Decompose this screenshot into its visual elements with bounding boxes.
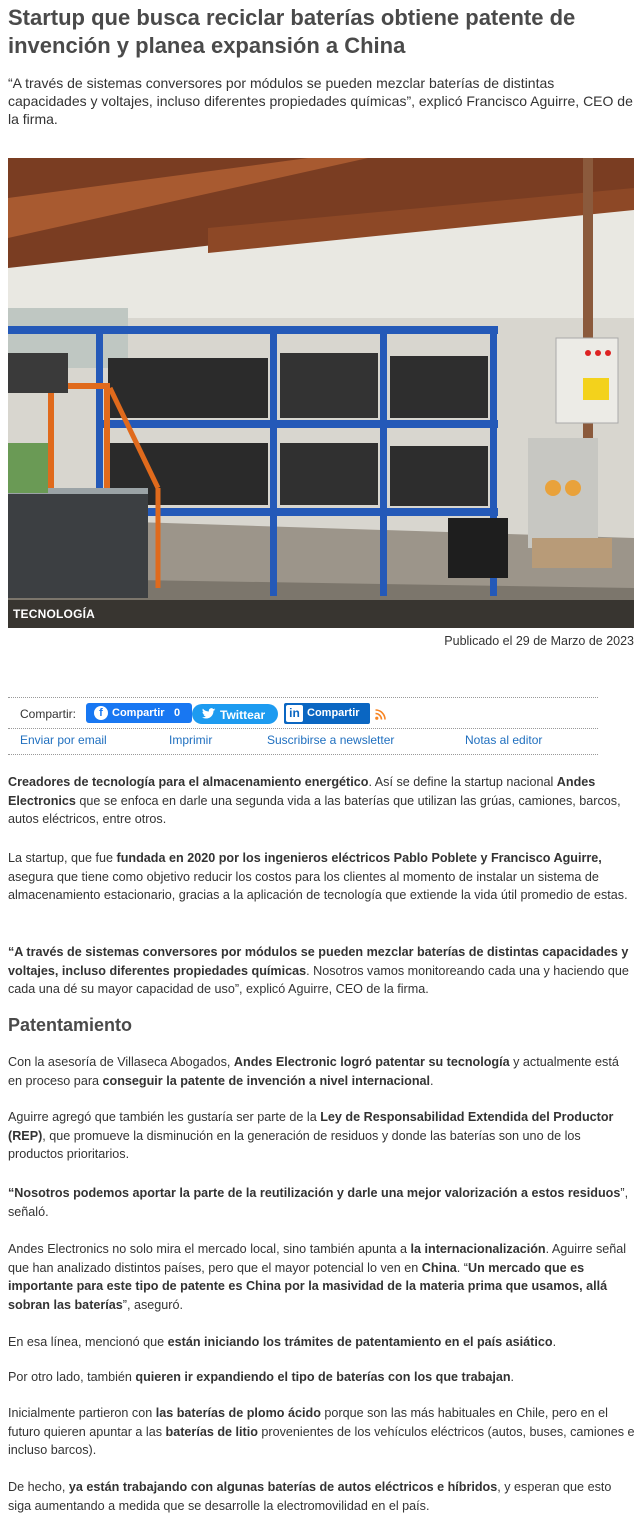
paragraph xyxy=(8,943,636,999)
bold-text: están iniciando los trámites de patentamiento en el país asiático xyxy=(167,1335,553,1349)
text-run: Andes Electronics no solo mira el mercado local, sino también apunta a xyxy=(8,1242,411,1256)
text-run: De hecho, xyxy=(8,1480,69,1494)
text-run: En esa línea, mencionó que xyxy=(8,1335,168,1349)
bold-text: Creadores de tecnología para el almacenamiento energético xyxy=(8,775,369,789)
text-run: Por otro lado, también xyxy=(8,1370,136,1384)
text-run: La startup, que fue xyxy=(8,851,117,865)
editor-notes-link[interactable]: Notas al editor xyxy=(465,733,543,747)
publish-date: Publicado el 29 de Marzo de 2023 xyxy=(444,634,634,648)
bold-text: Ley de Responsabilidad Extendida del Productor (REP) xyxy=(8,1110,614,1143)
text-run: ”, señaló. xyxy=(8,1186,629,1219)
text-run: , que promueve la disminución en la generación de residuos y donde las baterías son uno de los productos prioritarios. xyxy=(8,1128,581,1161)
paragraph xyxy=(8,1053,636,1090)
text-run: . xyxy=(430,1073,434,1088)
section-heading: Patentamiento xyxy=(8,1015,133,1035)
text-run: Aguirre agregó que también les gustaría ser parte de la xyxy=(8,1110,321,1124)
paragraph xyxy=(8,1240,636,1314)
text-run: porque son las más habituales en Chile, pero en el futuro quieren apuntar a las xyxy=(8,1406,608,1439)
bold-text: las baterías de plomo ácido xyxy=(155,1406,321,1420)
bold-text: baterías de litio xyxy=(165,1424,258,1439)
category-bar xyxy=(8,600,634,628)
facebook-share-label: Compartir xyxy=(112,707,165,719)
text-run: Con la asesoría de Villaseca Abogados, xyxy=(8,1055,234,1069)
print-link[interactable]: Imprimir xyxy=(169,733,213,747)
twitter-share-label: Twittear xyxy=(220,708,266,722)
email-link[interactable]: Enviar por email xyxy=(20,733,107,747)
rss-icon[interactable] xyxy=(375,707,386,725)
text-run: asegura que tiene como objetivo reducir los costos para los clientes al momento de instalar un sistema de almacenamiento estacionario, gracias a la aplicación de tecnología que extiende la vida útil promedio de estas. xyxy=(8,869,628,902)
paragraph xyxy=(8,1478,636,1515)
text-run: ”, aseguró. xyxy=(122,1297,183,1312)
bold-text: ya están trabajando con algunas baterías de autos eléctricos e híbridos xyxy=(68,1480,498,1494)
facebook-icon: f xyxy=(94,706,108,720)
linkedin-share-label: Compartir xyxy=(307,707,360,719)
bold-text: fundada en 2020 por los ingenieros eléctricos Pablo Poblete y Francisco Aguirre, xyxy=(116,851,602,865)
linkedin-icon: in xyxy=(286,705,303,722)
bold-text: quieren ir expandiendo el tipo de baterías con los que trabajan xyxy=(135,1370,511,1384)
text-run: que se enfoca en darle una segunda vida a las baterías que utilizan las grúas, camiones, barcos, autos eléctricos, entre otros. xyxy=(8,793,621,826)
bold-text: Andes Electronics xyxy=(8,775,596,808)
bold-text: China xyxy=(421,1260,457,1275)
text-run: Inicialmente partieron con xyxy=(8,1406,156,1420)
paragraph xyxy=(8,849,636,905)
linkedin-share-button[interactable] xyxy=(284,703,370,724)
twitter-share-button[interactable] xyxy=(192,704,278,724)
text-run: . xyxy=(552,1335,557,1349)
article-lead: “A través de sistemas conversores por módulos se pueden mezclar baterías de distintas capacidades y voltajes, incluso diferentes propiedades químicas”, explicó Francisco Aguirre, CEO de la firma. xyxy=(8,75,633,127)
paragraph xyxy=(8,1108,636,1164)
text-run: . xyxy=(510,1370,515,1384)
facebook-share-count: 0 xyxy=(174,707,181,719)
share-buttons-row xyxy=(8,698,598,729)
bold-text: Un mercado que es importante para este tipo de patente es China por la masividad de la materia prima que usamos, allá sobran las baterías xyxy=(8,1260,608,1312)
bold-text: la internacionalización xyxy=(410,1242,546,1256)
share-label: Compartir: xyxy=(20,707,77,721)
text-run: y actualmente está en proceso para xyxy=(8,1055,619,1088)
text-run: . “ xyxy=(456,1260,468,1275)
article-title: Startup que busca reciclar baterías obtiene patente de invención y planea expansión a China xyxy=(8,5,576,58)
text-run: provenientes de los vehículos eléctricos (autos, buses, camiones e incluso barcos). xyxy=(8,1424,635,1457)
text-run: . Aguirre señal que han analizado distintos países, pero que el mayor potencial lo ven en xyxy=(8,1242,627,1275)
paragraph xyxy=(8,1368,636,1387)
paragraph xyxy=(8,1184,636,1221)
paragraph xyxy=(8,1404,636,1460)
share-links-row xyxy=(8,728,598,754)
text-run: , y esperan que esto siga aumentando a medida que se desarrolle la electromovilidad en el país. xyxy=(8,1480,612,1513)
bold-text: “A través de sistemas conversores por módulos se pueden mezclar baterías de distintas capacidades y voltajes, incluso diferentes propiedades químicas xyxy=(8,945,629,978)
paragraph xyxy=(8,1333,636,1352)
category-label[interactable]: TECNOLOGÍA xyxy=(13,607,95,621)
battery-storage-photo xyxy=(8,158,634,628)
text-run: . Nosotros vamos monitoreando cada una y haciendo que cada una dé su mayor capacidad de uso”, explicó Aguirre, CEO de la firma. xyxy=(8,963,629,996)
text-run: . Así se define la startup nacional xyxy=(368,775,557,789)
twitter-icon xyxy=(202,708,216,723)
facebook-share-button[interactable] xyxy=(86,703,192,723)
article-photo[interactable] xyxy=(8,158,634,628)
bold-text: “Nosotros podemos aportar la parte de la reutilización y darle una mejor valorización a estos residuos xyxy=(8,1186,621,1200)
bold-text: conseguir la patente de invención a nivel internacional xyxy=(102,1073,431,1088)
paragraph xyxy=(8,773,636,829)
newsletter-link[interactable]: Suscribirse a newsletter xyxy=(267,733,395,747)
bold-text: Andes Electronic logró patentar su tecnología xyxy=(233,1055,510,1069)
share-box xyxy=(8,697,598,755)
